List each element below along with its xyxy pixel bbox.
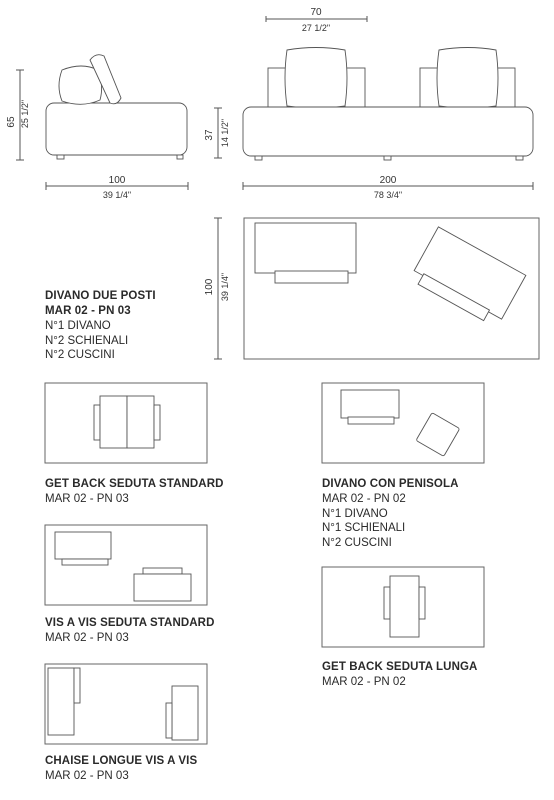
config-divano-con-penisola [322, 477, 459, 550]
plan-divano-con-penisola [322, 383, 484, 463]
front-seat-height-cm: 37 [204, 129, 215, 141]
plan-get-back-standard [45, 383, 207, 463]
config-code: MAR 02 - PN 03 [45, 305, 131, 317]
config-title: GET BACK SEDUTA LUNGA [322, 661, 478, 673]
config-line: N°1 SCHIENALI [322, 522, 406, 534]
side-depth-in: 39 1/4" [102, 190, 132, 200]
config-chaise-longue-vis-a-vis [45, 754, 197, 784]
front-width-cm: 200 [379, 175, 397, 186]
config-get-back-standard [45, 477, 224, 507]
config-title: VIS A VIS SEDUTA STANDARD [45, 617, 215, 629]
front-view-drawing [243, 48, 533, 161]
config-code: MAR 02 - PN 03 [45, 632, 129, 644]
config-code: MAR 02 - PN 03 [45, 770, 129, 782]
config-title: DIVANO CON PENISOLA [322, 478, 459, 490]
plan-chaise-longue-vis-a-vis [45, 664, 207, 744]
plan-depth-in: 39 1/4" [220, 272, 230, 302]
front-cushion-in: 27 1/2" [301, 23, 331, 33]
config-line: N°2 CUSCINI [45, 349, 115, 361]
plan-depth-dimension [204, 218, 230, 359]
side-view-drawing [46, 55, 187, 159]
config-line: N°2 CUSCINI [322, 536, 392, 549]
config-line: N°1 DIVANO [322, 507, 388, 520]
config-line: N°2 SCHIENALI [45, 334, 129, 347]
side-depth-dimension [46, 175, 188, 200]
front-width-dimension [243, 175, 533, 200]
side-height-in: 25 1/2" [20, 99, 30, 129]
side-height-cm: 65 [6, 116, 17, 128]
plan-vis-a-vis-standard [45, 525, 207, 605]
config-title: CHAISE LONGUE VIS A VIS [45, 755, 198, 767]
config-code: MAR 02 - PN 02 [322, 493, 406, 505]
front-height-dimension [204, 108, 230, 158]
config-title: DIVANO DUE POSTI [45, 290, 156, 302]
config-divano-due-posti [45, 289, 156, 363]
front-width-in: 78 3/4" [373, 190, 403, 200]
config-get-back-lunga [322, 660, 477, 690]
front-cushion-cm: 70 [310, 7, 322, 18]
config-vis-a-vis-standard [45, 616, 214, 646]
plan-divano-due-posti [244, 218, 539, 359]
front-cushion-dimension [266, 7, 367, 33]
config-code: MAR 02 - PN 03 [45, 493, 129, 505]
config-line: N°1 DIVANO [45, 320, 111, 332]
config-code: MAR 02 - PN 02 [322, 676, 406, 688]
plan-get-back-lunga [322, 567, 484, 647]
side-depth-cm: 100 [108, 175, 126, 186]
front-seat-height-in: 14 1/2" [220, 118, 230, 148]
plan-depth-cm: 100 [204, 278, 215, 296]
side-height-dimension [6, 70, 30, 160]
config-title: GET BACK SEDUTA STANDARD [45, 478, 224, 490]
